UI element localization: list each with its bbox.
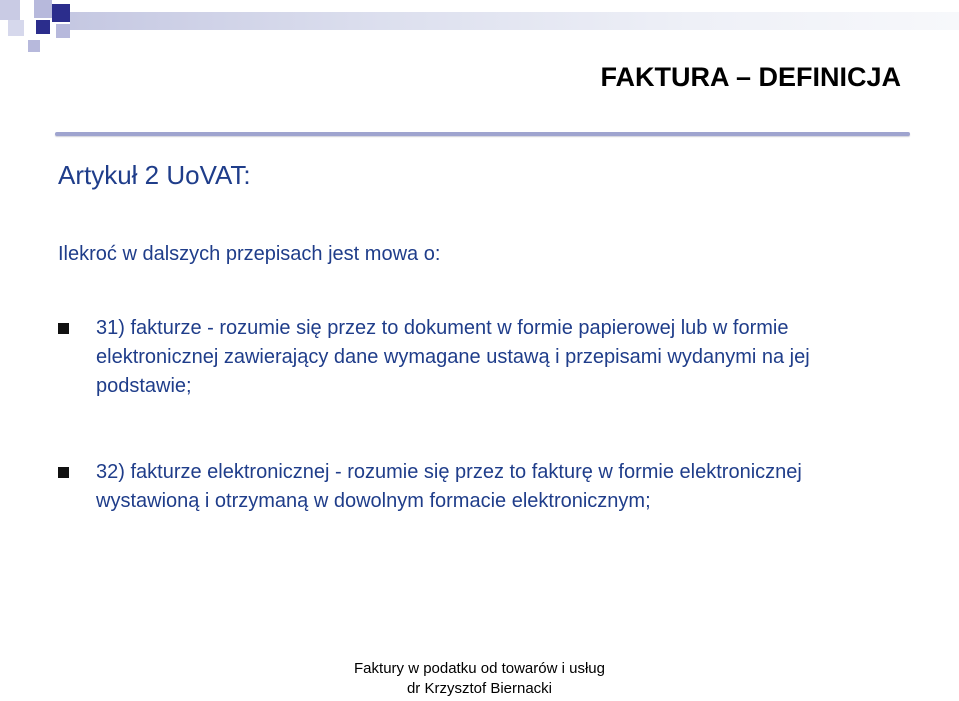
bullet-item [58, 458, 898, 516]
bullet-text: 31) fakturze - rozumie się przez to dokument w formie papierowej lub w formie elektronicznej zawierający dane wymagane ustawą i przepisami wydanymi na jej podstawie; [96, 317, 810, 397]
footer-title: Faktury w podatku od towarów i usług [354, 660, 605, 677]
footer-author: dr Krzysztof Biernacki [406, 680, 553, 697]
top-gradient-bar [70, 12, 959, 30]
slide-heading: Artykuł 2 UoVAT: [58, 160, 251, 190]
square-bullet-icon [58, 323, 69, 334]
square-bullet-icon [58, 467, 69, 478]
bullet-item [58, 314, 898, 401]
title-divider [55, 132, 910, 136]
intro-text: Ilekroć w dalszych przepisach jest mowa o: [58, 243, 441, 265]
slide-title: FAKTURA – DEFINICJA [600, 62, 901, 92]
bullet-text: 32) fakturze elektronicznej - rozumie się przez to fakturę w formie elektronicznej wystawioną i otrzymaną w dowolnym formacie elektronicznym; [96, 461, 802, 512]
